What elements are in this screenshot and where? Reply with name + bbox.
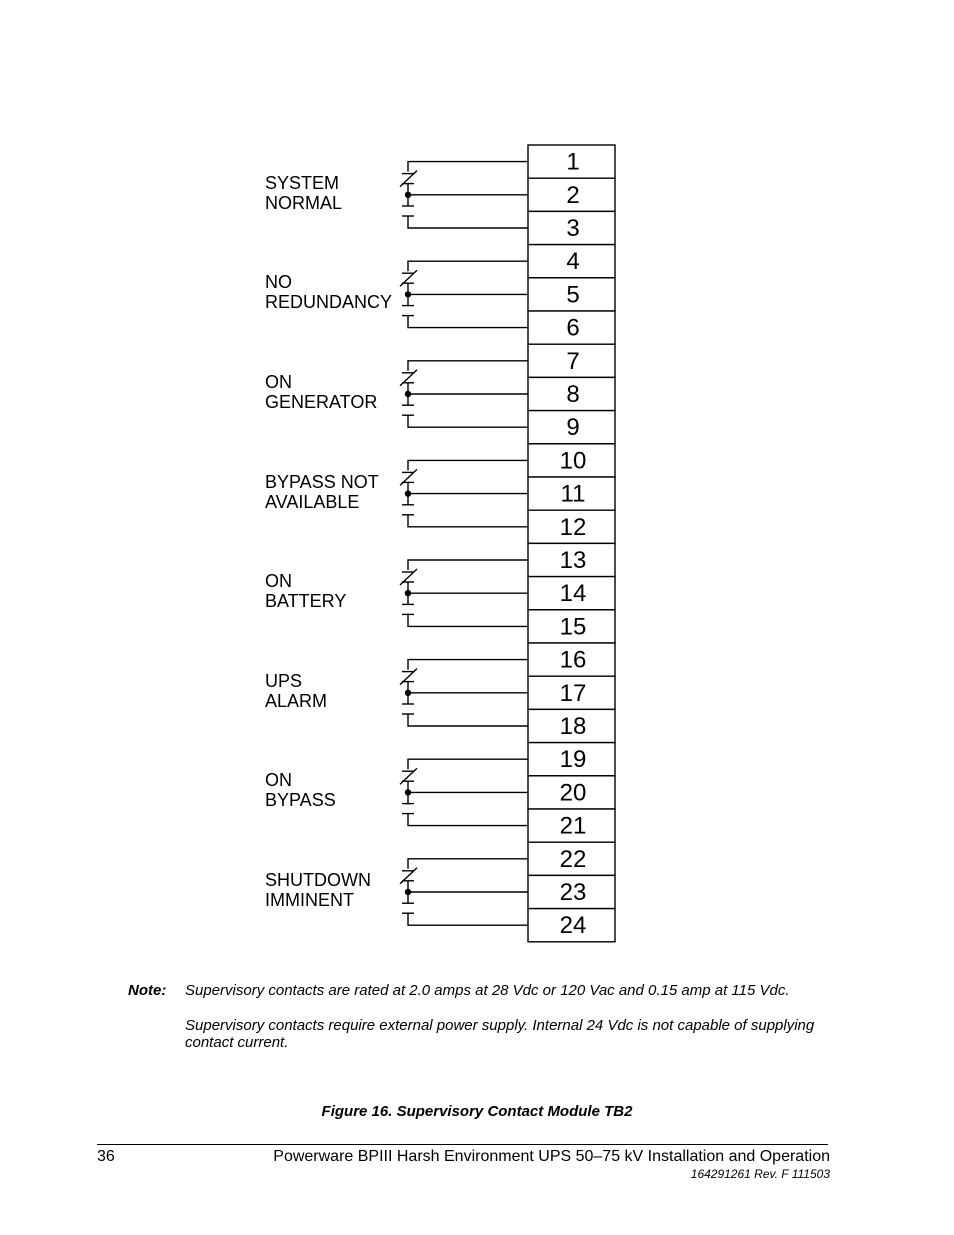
terminal-8 <box>528 377 615 410</box>
page-number: 36 <box>97 1148 115 1165</box>
terminal-13 <box>528 543 615 576</box>
terminal-number: 17 <box>559 679 587 707</box>
note-label: Note: <box>128 982 167 999</box>
contact-group-label <box>265 372 405 412</box>
terminal-number: 6 <box>566 314 580 342</box>
terminal-24 <box>528 909 615 942</box>
contact-switch-2 <box>400 261 528 327</box>
terminal-number: 21 <box>559 812 587 840</box>
terminal-7 <box>528 344 615 377</box>
terminal-number: 23 <box>559 879 587 906</box>
contact-group-label-line: NO <box>265 272 292 293</box>
terminal-18 <box>528 709 615 742</box>
terminal-number: 9 <box>566 414 580 442</box>
terminal-23 <box>528 875 615 908</box>
contact-group-label <box>265 671 405 711</box>
terminal-3 <box>528 211 615 244</box>
terminal-number: 8 <box>566 381 580 408</box>
note-text-2: Supervisory contacts require external power supply. Internal 24 Vdc is not capable of supplying contact current. <box>185 1017 815 1051</box>
terminal-number: 15 <box>559 613 587 641</box>
terminal-4 <box>528 245 615 278</box>
note-text-1: Supervisory contacts are rated at 2.0 amps at 28 Vdc or 120 Vac and 0.15 amp at 115 Vdc. <box>185 982 790 999</box>
terminal-12 <box>528 510 615 543</box>
terminal-number: 3 <box>566 215 580 242</box>
terminal-number: 18 <box>559 713 587 740</box>
terminal-number: 20 <box>559 779 587 807</box>
contact-group-label <box>265 870 405 910</box>
terminal-14 <box>528 577 615 610</box>
contact-switch-1 <box>400 162 528 228</box>
figure-caption: Figure 16. Supervisory Contact Module TB2 <box>321 1103 633 1120</box>
contact-group-label-line: UPS <box>265 670 303 691</box>
contact-group-label-line: AVAILABLE <box>265 491 360 512</box>
terminal-19 <box>528 743 615 776</box>
terminal-17 <box>528 676 615 709</box>
terminal-number: 22 <box>559 845 587 873</box>
terminal-number: 19 <box>559 746 587 774</box>
contact-group-label-line: SHUTDOWN <box>265 870 371 890</box>
terminal-number: 24 <box>559 912 587 940</box>
contact-group-label-line: SYSTEM <box>265 172 340 193</box>
terminal-number: 7 <box>566 347 580 375</box>
terminal-15 <box>528 610 615 643</box>
terminal-1 <box>528 145 615 178</box>
terminal-16 <box>528 643 615 676</box>
contact-switch-3 <box>400 361 528 427</box>
contact-group-label <box>265 272 405 312</box>
terminal-11 <box>528 477 615 510</box>
terminal-number: 4 <box>566 248 580 276</box>
terminal-number: 10 <box>559 447 587 475</box>
terminal-9 <box>528 411 615 444</box>
contact-group-label-line: REDUNDANCY <box>265 292 393 313</box>
contact-group-label-line: ON <box>265 770 292 791</box>
contact-group-label-line: IMMINENT <box>265 890 354 910</box>
document-title: Powerware BPIII Harsh Environment UPS 50–75 kV Installation and Operation <box>273 1148 830 1165</box>
contact-group-label-line: BYPASS NOT <box>265 471 379 492</box>
terminal-2 <box>528 178 615 211</box>
contact-group-label <box>265 173 405 213</box>
contact-group-label-line: BATTERY <box>265 591 347 612</box>
terminal-22 <box>528 842 615 875</box>
terminal-number: 14 <box>559 580 587 608</box>
terminal-6 <box>528 311 615 344</box>
contact-switch-7 <box>400 759 528 825</box>
contact-group-label-line: ON <box>265 372 292 392</box>
contact-group-label-line: NORMAL <box>265 192 343 213</box>
terminal-number: 5 <box>566 281 580 309</box>
terminal-number: 2 <box>566 181 580 209</box>
terminal-21 <box>528 809 615 842</box>
contact-switch-8 <box>400 859 528 925</box>
terminal-number: 16 <box>559 646 587 674</box>
terminal-number: 1 <box>566 148 580 176</box>
contact-group-label <box>265 770 405 810</box>
terminal-5 <box>528 278 615 311</box>
terminal-number: 13 <box>559 547 587 574</box>
contact-group-label <box>265 571 405 611</box>
footer-rule <box>97 1144 828 1145</box>
contact-switch-4 <box>400 460 528 526</box>
contact-group-label <box>265 472 405 512</box>
document-revision: 164291261 Rev. F 111503 <box>690 1167 830 1181</box>
contact-group-label-line: BYPASS <box>265 790 336 811</box>
terminal-20 <box>528 776 615 809</box>
terminal-number: 12 <box>559 513 587 541</box>
contact-switch-6 <box>400 660 528 726</box>
contact-group-label-line: GENERATOR <box>265 392 378 412</box>
contact-switch-5 <box>400 560 528 626</box>
terminal-number: 11 <box>560 480 586 508</box>
contact-group-label-line: ALARM <box>265 690 328 711</box>
terminal-10 <box>528 444 615 477</box>
contact-group-label-line: ON <box>265 571 292 592</box>
